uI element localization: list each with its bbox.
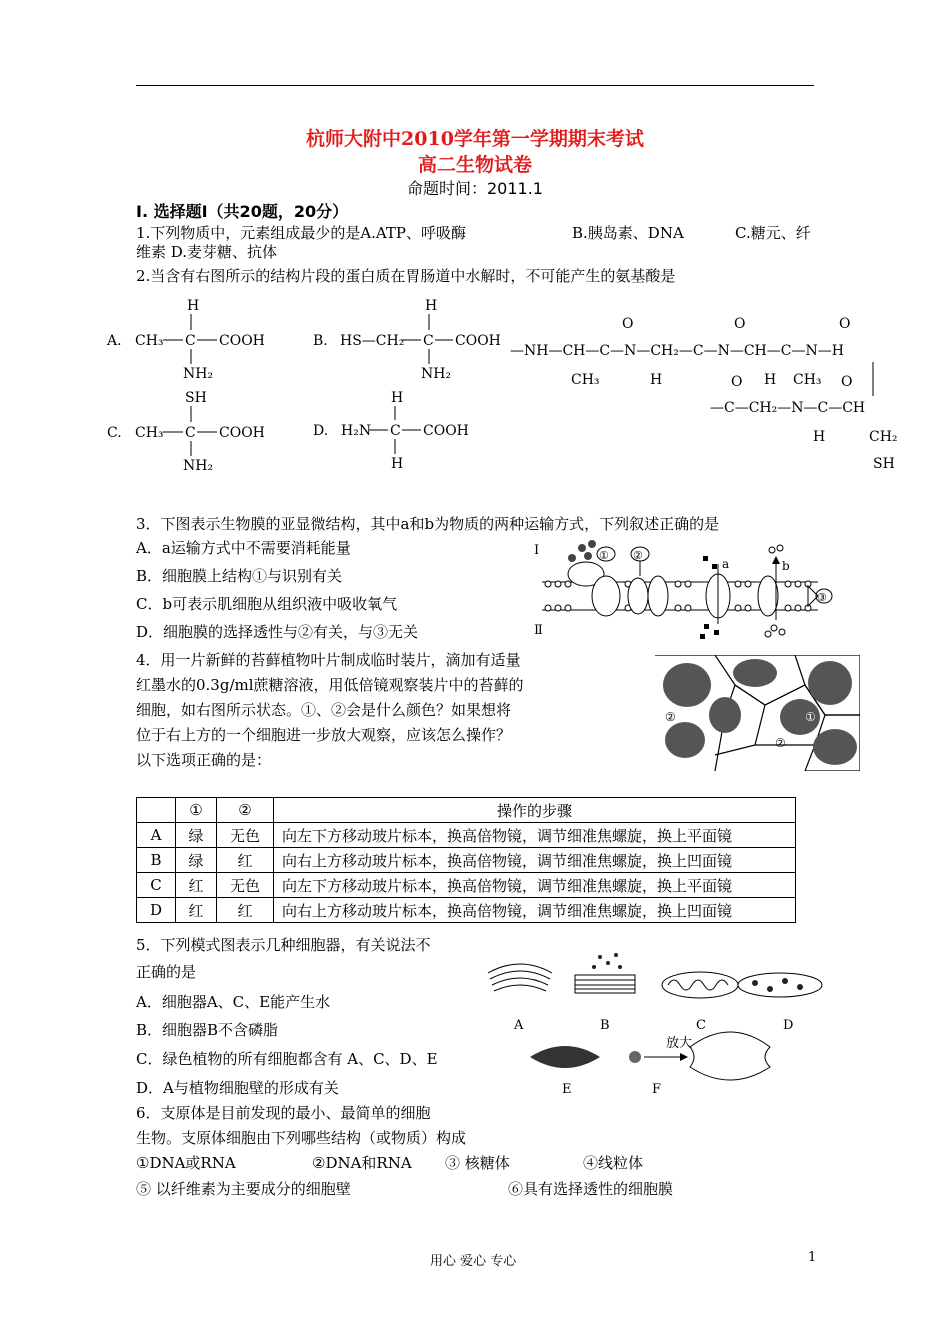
svg-text:C: C (185, 425, 196, 441)
q4-line1: 4．用一片新鲜的苔藓植物叶片制成临时装片，滴加有适量 (136, 651, 521, 669)
q3-option-a: A．a运输方式中不需要消耗能量 (136, 539, 351, 557)
q4-line3: 细胞，如右图所示状态。①、②会是什么颜色？如果想将 (136, 701, 512, 719)
svg-text:NH₂: NH₂ (183, 366, 214, 382)
table-cell: 向右上方移动玻片标本，换高倍物镜，调节细准焦螺旋，换上凹面镜 (274, 898, 796, 923)
exam-subtitle: 高二生物试卷 (417, 154, 532, 176)
svg-text:NH₂: NH₂ (183, 458, 214, 474)
q6-option-3: ③ 核糖体 (445, 1154, 510, 1172)
svg-text:A: A (514, 1018, 524, 1033)
svg-text:H: H (391, 390, 404, 406)
table-cell: 无色 (217, 873, 274, 898)
q4-line4: 位于右上方的一个细胞进一步放大观察，应该怎么操作？ (136, 726, 512, 744)
svg-text:CH₃: CH₃ (135, 333, 164, 349)
q1-line1: 1.下列物质中，元素组成最少的是A.ATP、呼吸酶 (136, 224, 467, 242)
svg-text:O: O (734, 316, 746, 332)
svg-text:H: H (425, 298, 438, 314)
svg-text:C: C (696, 1018, 706, 1033)
q4-line2: 红墨水的0.3g/ml蔗糖溶液，用低倍镜观察装片中的苔藓的 (136, 676, 524, 694)
table-cell: 绿 (176, 823, 217, 848)
exam-date: 命题时间：2011.1 (407, 179, 543, 198)
svg-text:CH₃: CH₃ (571, 372, 600, 388)
svg-text:O: O (839, 316, 851, 332)
q3-option-d: D．细胞膜的选择透性与②有关，与③无关 (136, 623, 419, 641)
svg-text:B: B (600, 1018, 610, 1033)
table-header-row (137, 798, 796, 823)
table-cell: 红 (176, 873, 217, 898)
table-cell: 红 (176, 898, 217, 923)
q6-option-6: ⑥具有选择透性的细胞膜 (508, 1180, 674, 1198)
q6-line2: 生物。支原体细胞由下列哪些结构（或物质）构成 (136, 1129, 467, 1147)
svg-text:COOH: COOH (219, 333, 265, 349)
q1-option-b: B.胰岛素、DNA (572, 224, 684, 242)
exam-title: 杭师大附中2010学年第一学期期末考试 (306, 128, 644, 150)
table-cell: C (137, 873, 176, 898)
table-header: ② (217, 798, 274, 823)
svg-text:H: H (650, 372, 663, 388)
membrane-figure (528, 534, 833, 644)
svg-text:Ⅰ: Ⅰ (534, 543, 540, 558)
table-cell: 红 (217, 848, 274, 873)
q2-text: 2.当含有右图所示的结构片段的蛋白质在胃肠道中水解时，不可能产生的氨基酸是 (136, 267, 676, 285)
svg-text:CH₃: CH₃ (793, 372, 822, 388)
q6-option-2: ②DNA和RNA (312, 1154, 412, 1172)
svg-text:E: E (562, 1082, 572, 1095)
svg-text:O: O (622, 316, 634, 332)
q1-option-c: C.糖元、纤 (735, 224, 811, 242)
section-heading: Ⅰ. 选择题Ⅰ（共20题，20分） (136, 202, 349, 221)
svg-text:②: ② (633, 549, 643, 562)
table-cell: 红 (217, 898, 274, 923)
svg-text:放大: 放大 (666, 1036, 693, 1051)
q6-line1: 6．支原体是目前发现的最小、最简单的细胞 (136, 1104, 431, 1122)
svg-text:H: H (764, 372, 777, 388)
svg-text:O: O (731, 374, 743, 390)
q5-line2: 正确的是 (136, 963, 197, 981)
page-number: 1 (808, 1250, 817, 1265)
table-row (137, 848, 796, 873)
svg-text:COOH: COOH (219, 425, 265, 441)
table-row (137, 823, 796, 848)
q3-option-b: B．细胞膜上结构①与识别有关 (136, 567, 343, 585)
table-cell: B (137, 848, 176, 873)
q5-option-c: C．绿色植物的所有细胞都含有 A、C、D、E (136, 1050, 438, 1068)
svg-text:D: D (783, 1018, 794, 1033)
q4-options-table (136, 797, 796, 923)
svg-text:CH₂: CH₂ (869, 429, 898, 445)
svg-text:C: C (423, 333, 434, 349)
table-cell: 绿 (176, 848, 217, 873)
q6-option-1: ①DNA或RNA (136, 1154, 236, 1172)
q5-option-d: D．A与植物细胞壁的形成有关 (136, 1079, 339, 1097)
peptide-chain-2: —C—CH₂—N—C—CH (710, 400, 866, 416)
svg-text:②: ② (665, 710, 676, 724)
svg-text:H: H (187, 298, 200, 314)
chem-label-a: A. (107, 333, 122, 349)
svg-text:SH: SH (873, 456, 895, 472)
svg-text:①: ① (805, 710, 816, 724)
svg-text:F: F (652, 1082, 662, 1095)
table-header: ① (176, 798, 217, 823)
table-cell: 向左下方移动玻片标本，换高倍物镜，调节细准焦螺旋，换上平面镜 (274, 873, 796, 898)
svg-text:CH₃: CH₃ (135, 425, 164, 441)
table-cell: D (137, 898, 176, 923)
svg-text:②: ② (775, 736, 786, 750)
q6-option-4: ④线粒体 (583, 1154, 644, 1172)
amino-acid-figure (105, 296, 925, 476)
table-header (137, 798, 176, 823)
q6-option-5: ⑤ 以纤维素为主要成分的细胞壁 (136, 1180, 351, 1198)
svg-text:③: ③ (817, 591, 827, 604)
q5-line1: 5．下列模式图表示几种细胞器，有关说法不 (136, 936, 431, 954)
svg-text:O: O (841, 374, 853, 390)
header-rule (136, 85, 814, 86)
svg-text:C: C (390, 423, 401, 439)
svg-text:H: H (391, 456, 404, 472)
table-cell: 向右上方移动玻片标本，换高倍物镜，调节细准焦螺旋，换上凹面镜 (274, 848, 796, 873)
svg-text:COOH: COOH (423, 423, 469, 439)
svg-text:a: a (722, 557, 730, 571)
q3-text: 3．下图表示生物膜的亚显微结构，其中a和b为物质的两种运输方式，下列叙述正确的是 (136, 515, 720, 533)
svg-text:C: C (185, 333, 196, 349)
svg-text:COOH: COOH (455, 333, 501, 349)
table-row (137, 898, 796, 923)
moss-cells-figure (655, 655, 860, 771)
table-row (137, 873, 796, 898)
svg-text:①: ① (599, 549, 609, 562)
chem-label-d: D. (313, 423, 329, 439)
table-cell: 向左下方移动玻片标本，换高倍物镜，调节细准焦螺旋，换上平面镜 (274, 823, 796, 848)
chem-label-b: B. (313, 333, 328, 349)
q5-option-b: B．细胞器B不含磷脂 (136, 1021, 279, 1039)
svg-text:HS—CH₂: HS—CH₂ (340, 333, 405, 349)
q3-option-c: C．b可表示肌细胞从组织液中吸收氧气 (136, 595, 398, 613)
peptide-chain-1: —NH—CH—C—N—CH₂—C—N—CH—C—N—H (510, 343, 844, 359)
table-header: 操作的步骤 (274, 798, 796, 823)
svg-text:SH: SH (185, 390, 207, 406)
svg-text:b: b (782, 559, 790, 573)
table-cell: A (137, 823, 176, 848)
q5-option-a: A．细胞器A、C、E能产生水 (136, 993, 331, 1011)
organelles-figure (480, 945, 830, 1095)
chem-label-c: C. (107, 425, 122, 441)
svg-text:H: H (813, 429, 826, 445)
table-cell: 无色 (217, 823, 274, 848)
svg-text:H₂N: H₂N (341, 423, 372, 439)
svg-text:NH₂: NH₂ (421, 366, 452, 382)
footer-text: 用心 爱心 专心 (430, 1254, 517, 1269)
q4-line5: 以下选项正确的是： (136, 751, 272, 769)
svg-text:Ⅱ: Ⅱ (534, 623, 543, 638)
q1-line2: 维素 D.麦芽糖、抗体 (136, 243, 278, 261)
